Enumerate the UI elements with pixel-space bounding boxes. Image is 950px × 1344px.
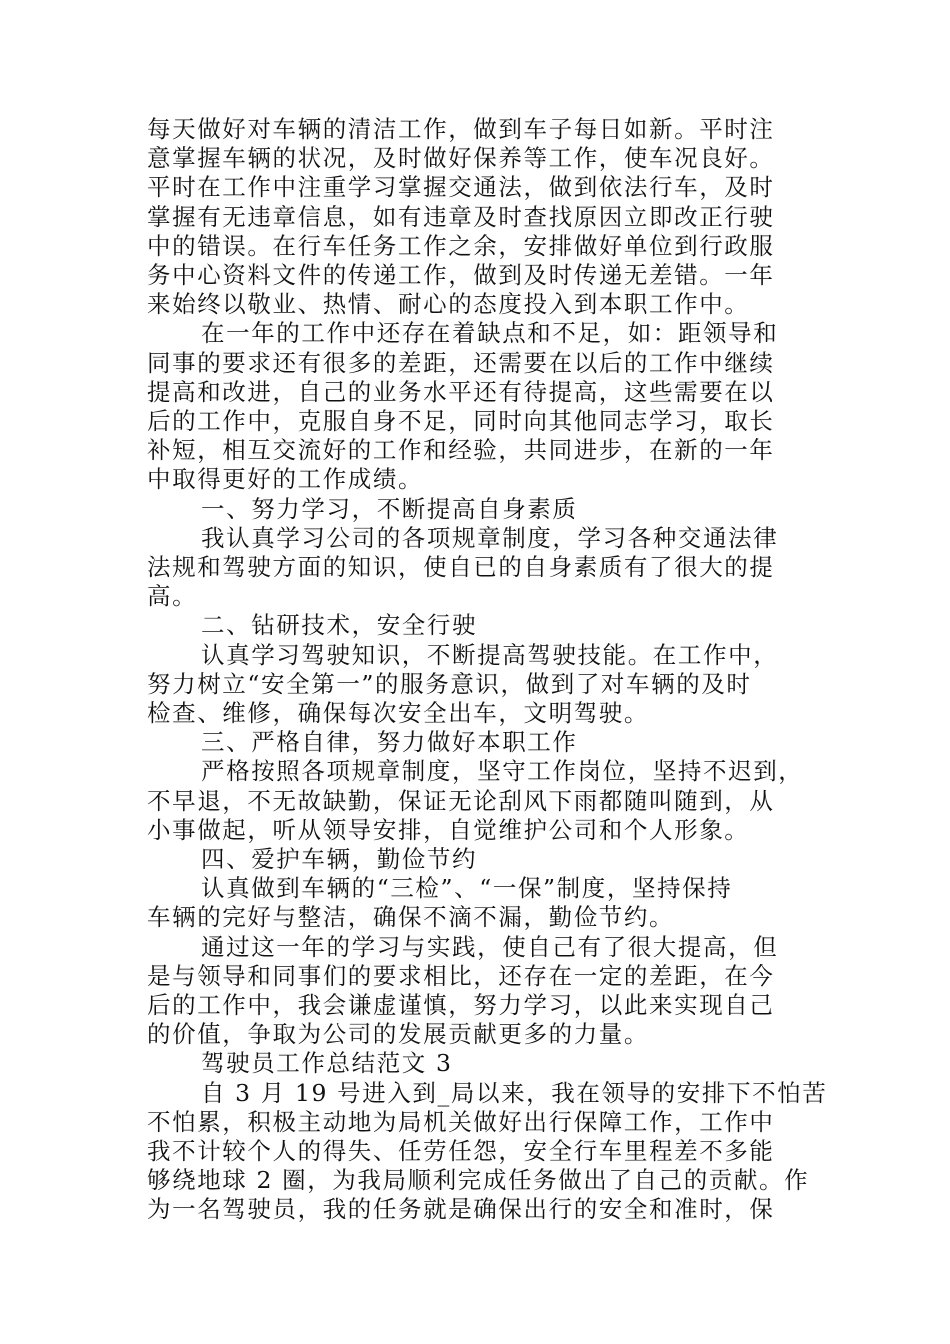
- text-line: 同事的要求还有很多的差距，还需要在以后的工作中继续: [147, 348, 775, 377]
- text-line: 中取得更好的工作成绩。: [147, 465, 424, 494]
- text-line: 意掌握车辆的状况，及时做好保养等工作，使车况良好。: [147, 144, 775, 173]
- text-line: 够绕地球 2 圈，为我局顺利完成任务做出了自己的贡献。作: [147, 1166, 810, 1195]
- text-line: 车辆的完好与整洁，确保不滴不漏，勤俭节约。: [147, 903, 675, 932]
- text-line: 不怕累，积极主动地为局机关做好出行保障工作，工作中: [147, 1107, 775, 1136]
- text-line: 为一名驾驶员，我的任务就是确保出行的安全和准时，保: [147, 1195, 775, 1224]
- text-line: 的价值，争取为公司的发展贡献更多的力量。: [147, 1020, 649, 1049]
- paragraph-start-line: 通过这一年的学习与实践，使自己有了很大提高，但: [201, 932, 779, 961]
- text-line: 平时在工作中注重学习掌握交通法，做到依法行车，及时: [147, 173, 775, 202]
- text-line: 中的错误。在行车任务工作之余，安排做好单位到行政服: [147, 231, 775, 260]
- text-line: 努力树立“安全第一”的服务意识，做到了对车辆的及时: [147, 669, 752, 698]
- paragraph-start-line: 一、努力学习，不断提高自身素质: [201, 494, 578, 523]
- paragraph-start-line: 认真学习驾驶知识，不断提高驾驶技能。在工作中，: [201, 640, 779, 669]
- text-line: 后的工作中，我会谦虚谨慎，努力学习，以此来实现自己: [147, 991, 775, 1019]
- paragraph-start-line: 自 3 月 19 号进入到_局以来，我在领导的安排下不怕苦: [201, 1078, 828, 1107]
- text-line: 是与领导和同事们的要求相比，还存在一定的差距，在今: [147, 961, 775, 990]
- paragraph-start-line: 四、爱护车辆，勤俭节约: [201, 845, 478, 873]
- text-line: 小事做起，听从领导安排，自觉维护公司和个人形象。: [147, 815, 750, 844]
- text-line: 掌握有无违章信息，如有违章及时查找原因立即改正行驶: [147, 202, 775, 231]
- text-line: 我不计较个人的得失、任劳任怨，安全行车里程差不多能: [147, 1137, 775, 1165]
- text-line: 补短，相互交流好的工作和经验，共同进步，在新的一年: [147, 436, 775, 465]
- text-line: 提高和改进，自己的业务水平还有待提高，这些需要在以: [147, 377, 775, 406]
- paragraph-start-line: 三、严格自律，努力做好本职工作: [201, 728, 578, 757]
- text-line: 检查、维修，确保每次安全出车，文明驾驶。: [147, 699, 649, 727]
- paragraph-start-line: 严格按照各项规章制度，坚守工作岗位，坚持不迟到，: [201, 757, 804, 786]
- paragraph-start-line: 在一年的工作中还存在着缺点和不足，如：距领导和: [201, 319, 779, 348]
- text-line: 法规和驾驶方面的知识，使自已的自身素质有了很大的提: [147, 553, 775, 581]
- text-line: 务中心资料文件的传递工作，做到及时传递无差错。一年: [147, 261, 775, 289]
- paragraph-start-line: 二、钻研技术，安全行驶: [201, 611, 478, 640]
- text-line: 来始终以敬业、热情、耐心的态度投入到本职工作中。: [147, 290, 750, 319]
- text-line: 后的工作中，克服自身不足，同时向其他同志学习，取长: [147, 407, 775, 435]
- paragraph-start-line: 我认真学习公司的各项规章制度，学习各种交通法律: [201, 523, 779, 552]
- paragraph-start-line: 认真做到车辆的“三检”、“一保”制度，坚持保持: [201, 874, 733, 903]
- text-line: 高。: [147, 582, 198, 611]
- paragraph-start-line: 驾驶员工作总结范文 3: [201, 1049, 453, 1078]
- text-line: 每天做好对车辆的清洁工作，做到车子每日如新。平时注: [147, 115, 775, 143]
- text-line: 不早退，不无故缺勤，保证无论刮风下雨都随叫随到，从: [147, 786, 775, 815]
